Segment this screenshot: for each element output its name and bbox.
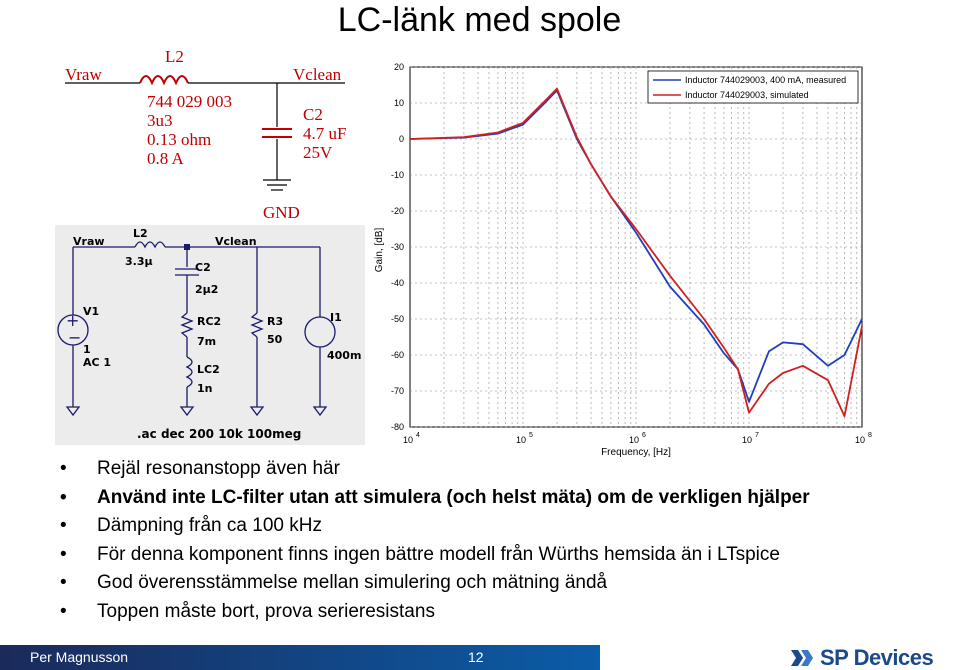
bullet-item (60, 484, 940, 513)
bullet-list (60, 455, 940, 626)
x-tick-label: 10 (854, 435, 866, 445)
y-tick-label: 0 (398, 134, 404, 144)
bullet-item (60, 455, 940, 484)
bullet-text: Använd inte LC-filter utan att simulera (och helst mäta) om de verkligen hjälper (97, 486, 810, 508)
legend-label-measured: Inductor 744029003, 400 mA, measured (685, 75, 847, 85)
bullet-item (60, 541, 940, 570)
x-tick-exponent: 8 (868, 432, 872, 439)
label-gnd: GND (263, 203, 300, 222)
bullet-marker: • (60, 600, 67, 622)
schematic-ltspice (55, 225, 365, 445)
c2-spec-2: 25V (303, 143, 333, 162)
x-tick-exponent: 4 (416, 432, 420, 439)
y-tick-label: -60 (390, 350, 404, 360)
y-tick-label: -40 (390, 278, 404, 288)
bullet-text: Dämpning från ca 100 kHz (97, 515, 322, 536)
label-c2-lt: C2 (195, 261, 211, 274)
y-tick-label: -80 (390, 422, 404, 432)
label-vclean: Vclean (293, 65, 342, 84)
y-tick-label: -70 (390, 386, 404, 396)
label-rc2-val-lt: 7m (197, 335, 217, 348)
bullet-marker: • (60, 515, 67, 536)
label-v1-val1-lt: 1 (83, 343, 91, 356)
c2-spec-1: 4.7 uF (303, 124, 347, 143)
logo-mark-icon (790, 649, 816, 667)
label-l2-lt: L2 (133, 227, 148, 240)
x-tick-label: 10 (402, 435, 414, 445)
label-r3-lt: R3 (267, 315, 284, 328)
c2-spec-0: C2 (303, 105, 323, 124)
bullet-marker: • (60, 486, 67, 508)
page-number: 12 (468, 649, 484, 665)
label-r3-val-lt: 50 (267, 333, 283, 346)
label-i1-lt: I1 (330, 311, 342, 324)
gain-chart-svg (368, 45, 888, 465)
bullet-item (60, 569, 940, 598)
company-logo (790, 645, 933, 670)
label-c2-val-lt: 2µ2 (195, 283, 219, 296)
bullet-text: Toppen måste bort, prova serieresistans (97, 600, 435, 622)
bullet-text: God överensstämmelse mellan simulering och mätning ändå (97, 572, 608, 593)
l2-spec-1: 3u3 (147, 111, 173, 130)
label-l2-val-lt: 3.3µ (125, 255, 153, 268)
label-lc2-lt: LC2 (197, 363, 220, 376)
x-tick-label: 10 (741, 435, 753, 445)
svg-text:+: + (66, 311, 80, 330)
y-tick-label: -50 (390, 314, 404, 324)
x-tick-label: 10 (515, 435, 527, 445)
bullet-marker: • (60, 572, 67, 593)
x-tick-exponent: 5 (529, 432, 533, 439)
bullet-text: För denna komponent finns ingen bättre modell från Würths hemsida än i LTspice (97, 543, 780, 565)
label-lc2-val-lt: 1n (197, 382, 213, 395)
x-tick-label: 10 (628, 435, 640, 445)
x-tick-exponent: 7 (755, 432, 759, 439)
gain-chart (368, 45, 888, 465)
y-tick-label: -20 (390, 206, 404, 216)
bullet-marker: • (60, 458, 67, 479)
label-i1-val-lt: 400m (327, 349, 362, 362)
legend (648, 71, 858, 103)
svg-text:−: − (68, 328, 82, 347)
bullet-item (60, 598, 940, 627)
y-axis-label: Gain, [dB] (374, 227, 385, 273)
spice-command: .ac dec 200 10k 100meg (137, 427, 302, 441)
label-v1-val2-lt: AC 1 (83, 356, 112, 369)
label-l2: L2 (165, 47, 184, 66)
l2-spec-0: 744 029 003 (147, 92, 232, 111)
y-tick-label: 10 (393, 98, 404, 108)
legend-label-simulated: Inductor 744029003, simulated (685, 90, 809, 100)
l2-spec-2: 0.13 ohm (147, 130, 212, 149)
label-vraw: Vraw (65, 65, 102, 84)
y-tick-label: -30 (390, 242, 404, 252)
x-axis-label: Frequency, [Hz] (601, 447, 671, 458)
logo-text: SP Devices (820, 644, 934, 670)
bullet-item (60, 512, 940, 541)
y-tick-label: 20 (393, 62, 404, 72)
slide-title: LC-länk med spole (337, 1, 622, 39)
l2-spec-3: 0.8 A (147, 149, 184, 168)
bullet-text: Rejäl resonanstopp även här (97, 458, 340, 479)
footer-author: Per Magnusson (30, 649, 129, 665)
bullet-marker: • (60, 543, 67, 565)
label-v1-lt: V1 (83, 305, 100, 318)
label-vraw-lt: Vraw (73, 235, 105, 248)
y-tick-label: -10 (390, 170, 404, 180)
schematic-upper (55, 45, 365, 225)
label-vclean-lt: Vclean (215, 235, 257, 248)
x-tick-exponent: 6 (642, 432, 646, 439)
footer (0, 645, 959, 670)
label-rc2-lt: RC2 (197, 315, 222, 328)
